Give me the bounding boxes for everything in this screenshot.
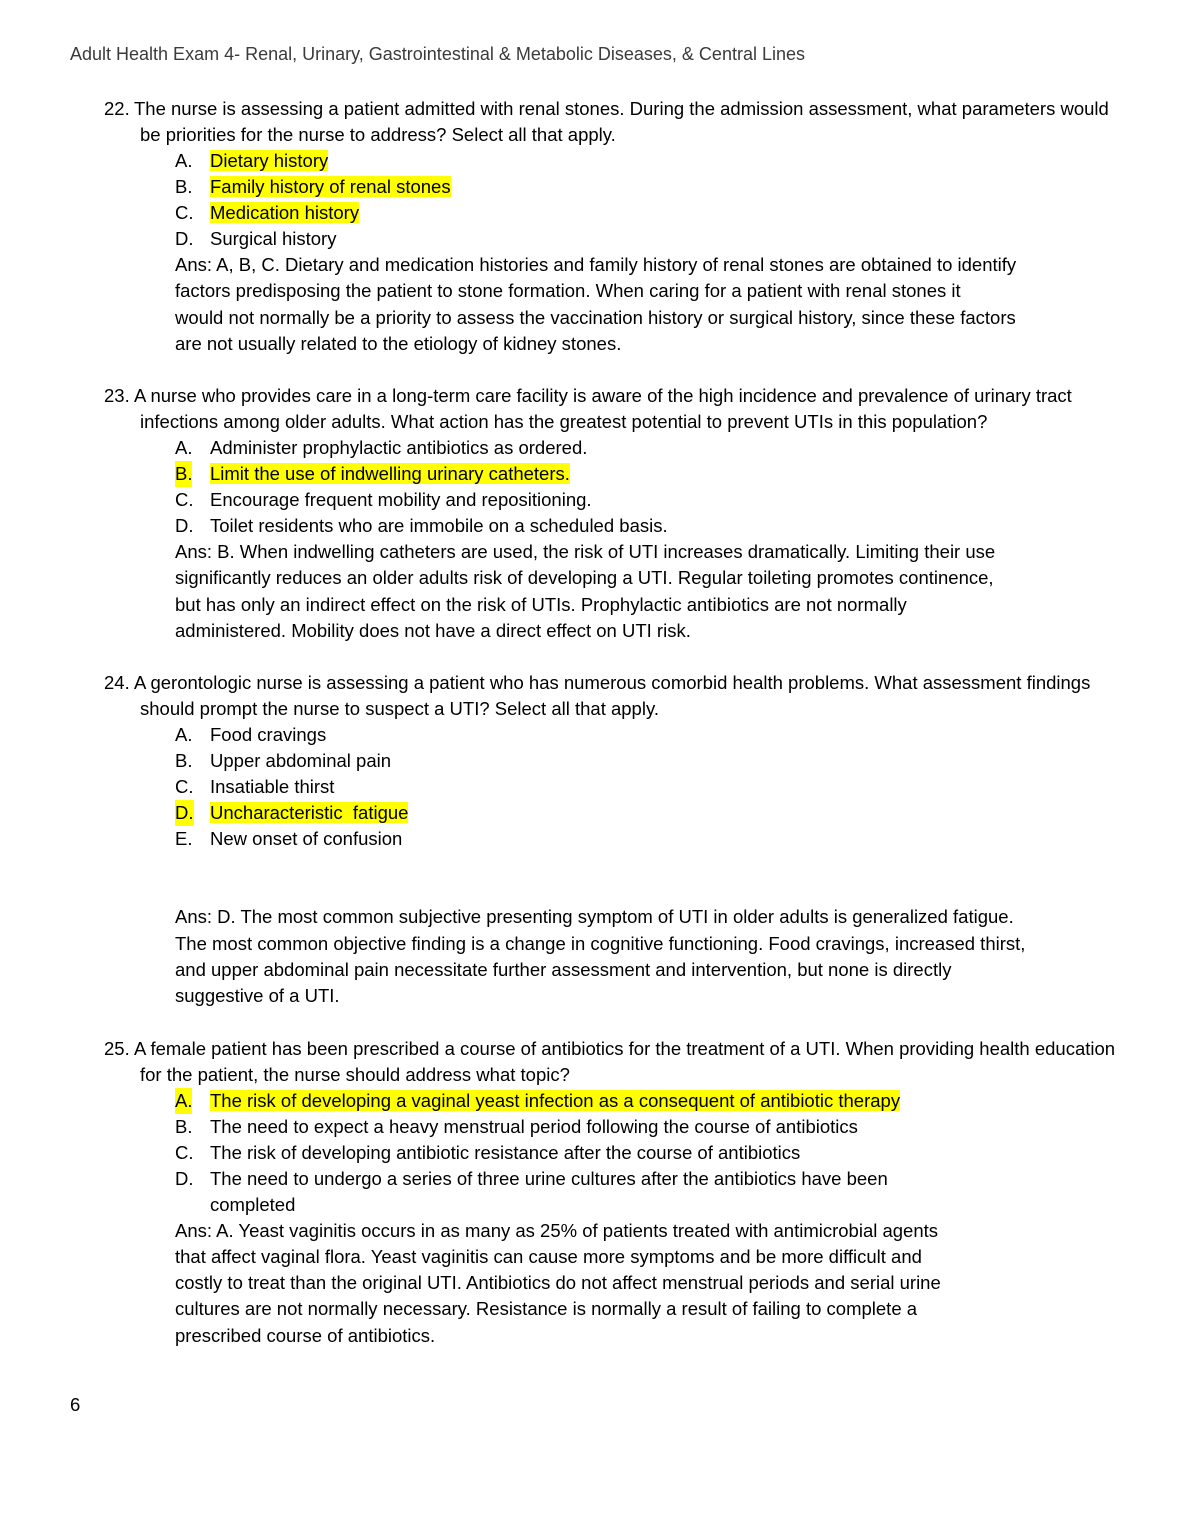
option-letter: D.: [175, 800, 194, 826]
answer-line: Ans: A, B, C. Dietary and medication histories and family history of renal stones are obtained to identify: [175, 254, 1017, 275]
option-d: [175, 1166, 970, 1218]
question-23: [104, 383, 1134, 644]
document-header: Adult Health Exam 4- Renal, Urinary, Gastrointestinal & Metabolic Diseases, & Central Lines: [70, 44, 805, 64]
answer-line: Ans: B. When indwelling catheters are used, the risk of UTI increases dramatically. Limiting their use: [175, 541, 996, 563]
option-c: [175, 487, 1134, 513]
answer-line: Ans: A. Yeast vaginitis occurs in as many as 25% of patients treated with antimicrobial agents: [175, 1219, 939, 1241]
option-letter: E.: [175, 828, 193, 850]
option-a: [175, 1088, 1134, 1114]
option-a: [175, 722, 1134, 748]
answer-line: and upper abdominal pain necessitate further assessment and intervention, but none is directly: [175, 958, 952, 980]
answer-line: prescribed course of antibiotics.: [175, 1324, 436, 1346]
option-text: Insatiable thirst: [210, 776, 335, 798]
option-e: [175, 826, 1134, 852]
option-text: Administer prophylactic antibiotics as ordered.: [210, 437, 588, 459]
question-text: The nurse is assessing a patient admitted with renal stones. During the admission assessment, what parameters would be priorities for the nurse to address? Select all that apply.: [134, 98, 1109, 145]
option-c: [175, 1140, 1134, 1166]
answer-line: costly to treat than the original UTI. Antibiotics do not affect menstrual periods and serial urine: [175, 1272, 941, 1294]
option-d: [175, 226, 1134, 252]
option-text-highlighted: Uncharacteristic fatigue: [210, 802, 409, 824]
question-stem: [104, 670, 1134, 722]
option-a: [175, 435, 1134, 461]
option-b: [175, 174, 1134, 200]
option-c: [175, 774, 1134, 800]
answer-line: but has only an indirect effect on the risk of UTIs. Prophylactic antibiotics are not normally: [175, 593, 907, 615]
answer-line: would not normally be a priority to assess the vaccination history or surgical history, since these factors: [175, 306, 1016, 328]
option-a: [175, 148, 1134, 174]
answer-explanation: [175, 252, 1134, 357]
option-b: [175, 461, 1134, 487]
option-text: Surgical history: [210, 228, 337, 249]
answer-line: The most common objective finding is a change in cognitive functioning. Food cravings, increased thirst,: [175, 932, 1026, 954]
answer-line: suggestive of a UTI.: [175, 985, 340, 1007]
question-number: 22.: [104, 98, 130, 119]
option-letter: A.: [175, 1088, 192, 1114]
option-text: Upper abdominal pain: [210, 750, 392, 772]
option-text-highlighted: Family history of renal stones: [210, 176, 451, 197]
option-d: [175, 800, 1134, 826]
option-letter: B.: [175, 176, 193, 197]
option-letter: B.: [175, 750, 193, 772]
option-letter: A.: [175, 724, 193, 746]
answer-line: cultures are not normally necessary. Resistance is normally a result of failing to complete a: [175, 1298, 918, 1320]
option-letter: C.: [175, 776, 194, 798]
question-text: A gerontologic nurse is assessing a patient who has numerous comorbid health problems. What assessment findings should prompt the nurse to suspect a UTI? Select all that apply.: [134, 672, 1091, 720]
option-list: [175, 148, 1134, 252]
question-text: A nurse who provides care in a long-term care facility is aware of the high incidence and prevalence of urinary tract infections among older adults. What action has the greatest potential to prevent UTIs in this population?: [134, 385, 1072, 433]
answer-line: factors predisposing the patient to stone formation. When caring for a patient with renal stones it: [175, 280, 961, 302]
answer-line: Ans: D. The most common subjective presenting symptom of UTI in older adults is generalized fatigue.: [175, 906, 1014, 928]
option-list: [175, 722, 1134, 852]
question-22: [104, 96, 1134, 357]
option-letter: A.: [175, 150, 193, 171]
question-number: 24.: [104, 672, 130, 694]
option-text-highlighted: The risk of developing a vaginal yeast infection as a consequent of antibiotic therapy: [210, 1089, 901, 1111]
question-24: [104, 670, 1134, 1009]
question-number: 25.: [104, 1037, 130, 1059]
option-d: [175, 513, 1134, 539]
option-letter: C.: [175, 489, 194, 511]
option-b: [175, 748, 1134, 774]
option-letter: D.: [175, 515, 194, 537]
option-letter: D.: [175, 1167, 194, 1189]
option-letter: C.: [175, 202, 194, 223]
option-text: The risk of developing antibiotic resistance after the course of antibiotics: [210, 1141, 801, 1163]
question-number: 23.: [104, 385, 130, 407]
option-letter: B.: [175, 1115, 193, 1137]
question-text: A female patient has been prescribed a course of antibiotics for the treatment of a UTI. When providing health education for the patient, the nurse should address what topic?: [134, 1037, 1116, 1085]
option-list: [175, 1088, 1134, 1218]
option-letter: C.: [175, 1141, 194, 1163]
question-stem: [104, 383, 1134, 435]
question-list: [104, 96, 1134, 1375]
option-text: The need to undergo a series of three urine cultures after the antibiotics have been completed: [210, 1167, 888, 1215]
question-stem: [104, 1036, 1134, 1088]
option-text: The need to expect a heavy menstrual period following the course of antibiotics: [210, 1115, 858, 1137]
option-text: New onset of confusion: [210, 828, 403, 850]
page-number: 6: [70, 1394, 81, 1415]
option-text: Food cravings: [210, 724, 327, 746]
option-list: [175, 435, 1134, 539]
answer-explanation: [175, 1218, 1134, 1349]
answer-line: that affect vaginal flora. Yeast vaginitis can cause more symptoms and be more difficult and: [175, 1245, 922, 1267]
answer-explanation: [175, 904, 1134, 1009]
option-letter: D.: [175, 228, 194, 249]
option-letter: A.: [175, 437, 193, 459]
option-text-highlighted: Limit the use of indwelling urinary catheters.: [210, 463, 570, 485]
answer-explanation: [175, 539, 1134, 644]
answer-line: administered. Mobility does not have a direct effect on UTI risk.: [175, 620, 691, 642]
option-b: [175, 1114, 1134, 1140]
option-text-highlighted: Medication history: [210, 202, 360, 223]
option-text-highlighted: Dietary history: [210, 150, 329, 171]
option-letter: B.: [175, 461, 192, 487]
question-25: [104, 1036, 1134, 1349]
option-c: [175, 200, 1134, 226]
option-text: Encourage frequent mobility and repositioning.: [210, 489, 592, 511]
answer-line: significantly reduces an older adults risk of developing a UTI. Regular toileting promotes continence,: [175, 567, 994, 589]
answer-line: are not usually related to the etiology of kidney stones.: [175, 332, 622, 354]
question-stem: [104, 96, 1134, 148]
option-text: Toilet residents who are immobile on a scheduled basis.: [210, 515, 668, 537]
